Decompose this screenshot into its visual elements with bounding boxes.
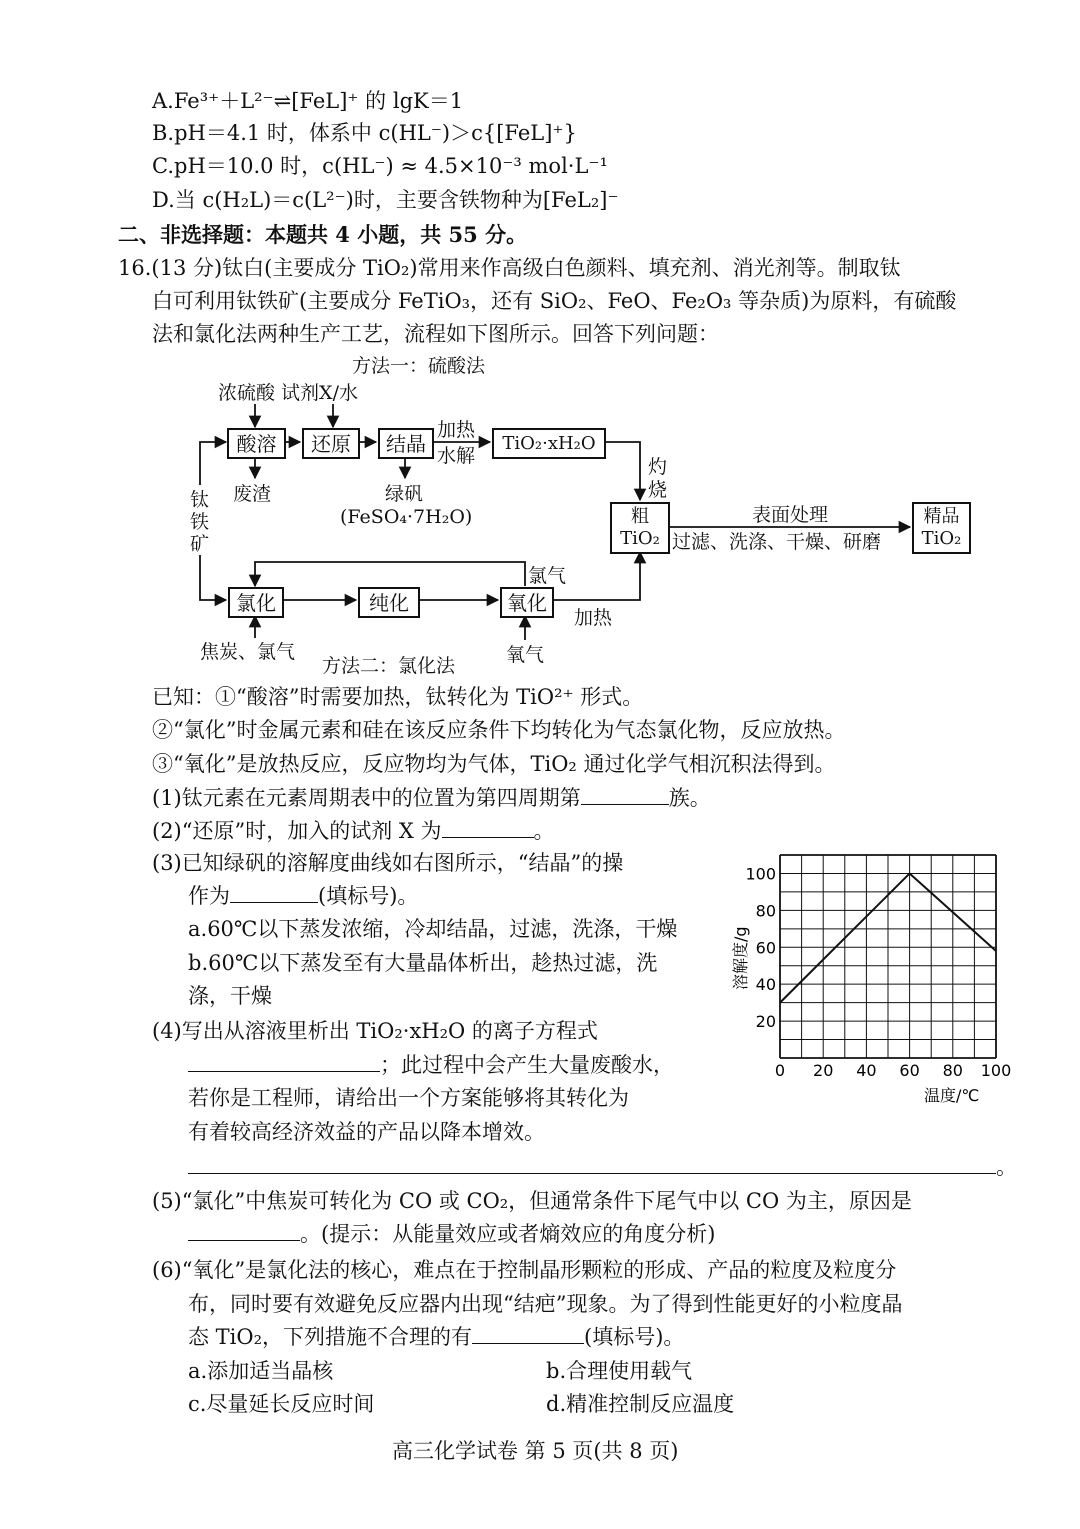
question-6-line-2: 布，同时要有效避免反应器内出现“结疤”现象。为了得到性能更好的小粒度晶 <box>188 1292 903 1316</box>
question-3-line-1: (3)已知绿矾的溶解度曲线如右图所示，“结晶”的操 <box>152 851 624 875</box>
chart-ticks <box>745 864 1011 1080</box>
reagents-label: 浓硫酸 试剂X/水 <box>218 382 358 404</box>
option-15a: A.Fe³⁺＋L²⁻⇌[FeL]⁺ 的 lgK＝1 <box>152 89 464 113</box>
x-tick-60: 60 <box>899 1061 920 1080</box>
q1-text: (1)钛元素在元素周期表中的位置为第四周期第 <box>152 786 581 810</box>
method-1-label: 方法一：硫酸法 <box>352 355 486 377</box>
calcine-label-2: 烧 <box>648 479 668 501</box>
q3-text: 作为 <box>188 884 230 908</box>
q5-hint: 。(提示：从能量效应或者熵效应的角度分析) <box>300 1222 716 1246</box>
ore-label-1: 钛 <box>190 489 210 511</box>
waste-label: 废渣 <box>233 483 272 505</box>
page-footer: 高三化学试卷 第 5 页(共 8 页) <box>392 1439 679 1463</box>
q2-text: (2)“还原”时，加入的试剂 X 为 <box>152 819 442 843</box>
fine-formula: TiO₂ <box>921 528 962 549</box>
x-tick-20: 20 <box>813 1061 834 1080</box>
reduce-box: 还原 <box>302 428 360 459</box>
y-tick-60: 60 <box>755 938 776 958</box>
known-3: ③“氧化”是放热反应，反应物均为气体，TiO₂ 通过化学气相沉积法得到。 <box>152 752 836 776</box>
q6-option-a: a.添加适当晶核 <box>188 1359 334 1383</box>
q4-period: 。 <box>996 1155 1017 1179</box>
heat-label-2: 加热 <box>574 607 613 629</box>
q1-tail: 族。 <box>668 786 711 810</box>
question-6-line-1: (6)“氧化”是氯化法的核心，难点在于控制晶形颗粒的形成、产品的粒度及粒度分 <box>152 1258 897 1282</box>
oxidize-box: 氧化 <box>500 587 554 618</box>
q6-option-c: c.尽量延长反应时间 <box>188 1392 375 1416</box>
known-2: ②“氯化”时金属元素和硅在该反应条件下均转化为气态氯化物，反应放热。 <box>152 718 846 742</box>
chlorine-gas-label: 氯气 <box>528 565 567 587</box>
vitriol-label: 绿矾 <box>385 483 424 505</box>
vitriol-formula: (FeSO₄·7H₂O) <box>340 506 473 528</box>
y-tick-40: 40 <box>755 975 776 995</box>
surface-treatment-label: 表面处理 <box>752 504 829 526</box>
x-tick-0: 0 <box>774 1061 786 1080</box>
chart-xlabel: 温度/℃ <box>924 1086 980 1105</box>
q2-tail: 。 <box>533 819 555 843</box>
option-15b: B.pH＝4.1 时，体系中 c(HL⁻)＞c{[FeL]⁺} <box>152 121 577 145</box>
x-tick-100: 100 <box>980 1061 1012 1080</box>
y-tick-100: 100 <box>745 864 776 884</box>
y-tick-20: 20 <box>755 1012 776 1032</box>
q16-intro-2: 白可利用钛铁矿(主要成分 FeTiO₃，还有 SiO₂、FeO、Fe₂O₃ 等杂质)为原料，有硫酸 <box>152 289 957 313</box>
question-4-line-4: 有着较高经济效益的产品以降本增效。 <box>188 1120 545 1144</box>
q3-option-b-1: b.60℃以下蒸发至有大量晶体析出，趁热过滤，洗 <box>188 951 658 975</box>
chart-grid <box>780 855 996 1058</box>
known-1: 已知：①“酸溶”时需要加热，钛转化为 TiO²⁺ 形式。 <box>152 685 644 709</box>
chart-ylabel: 溶解度/g <box>731 926 750 990</box>
q6-option-b: b.合理使用载气 <box>546 1359 693 1383</box>
question-4-line-3: 若你是工程师，请给出一个方案能够将其转化为 <box>188 1086 629 1110</box>
q6-option-d: d.精准控制反应温度 <box>546 1392 735 1416</box>
acid-dissolve-box: 酸溶 <box>227 428 286 459</box>
post-steps-label: 过滤、洗涤、干燥、研磨 <box>672 531 882 553</box>
purify-box: 纯化 <box>358 587 420 618</box>
option-15c: C.pH＝10.0 时，c(HL⁻) ≈ 4.5×10⁻³ mol·L⁻¹ <box>152 154 608 178</box>
crude-formula: TiO₂ <box>620 528 660 549</box>
method-2-label: 方法二：氯化法 <box>322 655 456 677</box>
chlorinate-box: 氯化 <box>228 587 284 618</box>
x-tick-80: 80 <box>942 1061 963 1080</box>
q6-text: 态 TiO₂，下列措施不合理的有 <box>188 1325 473 1349</box>
section-heading: 二、非选择题：本题共 4 小题，共 55 分。 <box>118 222 528 247</box>
q4-text-b: ；此过程中会产生大量废酸水， <box>380 1053 674 1077</box>
option-15d: D.当 c(H₂L)＝c(L²⁻)时，主要含铁物种为[FeL₂]⁻ <box>152 188 619 212</box>
q16-intro-1: 16.(13 分)钛白(主要成分 TiO₂)常用来作高级白色颜料、填充剂、消光剂等。制取钛 <box>118 256 901 280</box>
oxygen-label: 氧气 <box>506 644 545 666</box>
ore-label-3: 矿 <box>190 533 210 555</box>
q6-tail: (填标号)。 <box>584 1325 685 1349</box>
q3-tail: (填标号)。 <box>318 884 419 908</box>
hydrolysis-label: 水解 <box>437 445 476 467</box>
question-5-line-1: (5)“氯化”中焦炭可转化为 CO 或 CO₂，但通常条件下尾气中以 CO 为主，原因是 <box>152 1189 912 1213</box>
q3-option-a: a.60℃以下蒸发浓缩，冷却结晶，过滤，洗涤，干燥 <box>188 917 678 941</box>
calcine-label-1: 灼 <box>648 456 668 478</box>
x-tick-40: 40 <box>856 1061 877 1080</box>
y-tick-80: 80 <box>755 901 776 921</box>
heat-label: 加热 <box>437 419 476 441</box>
fine-label: 精品 <box>923 506 960 527</box>
crystallize-box: 结晶 <box>378 428 434 459</box>
question-4-line-1: (4)写出从溶液里析出 TiO₂·xH₂O 的离子方程式 <box>152 1019 598 1043</box>
coke-label: 焦炭、氯气 <box>200 641 296 663</box>
ore-label-2: 铁 <box>190 511 210 533</box>
tio2-hydrate-box: TiO₂·xH₂O <box>492 428 606 459</box>
q3-option-b-2: 涤，干燥 <box>188 984 272 1008</box>
q16-intro-3: 法和氯化法两种生产工艺，流程如下图所示。回答下列问题： <box>152 322 719 346</box>
crude-label: 粗 <box>631 506 649 527</box>
